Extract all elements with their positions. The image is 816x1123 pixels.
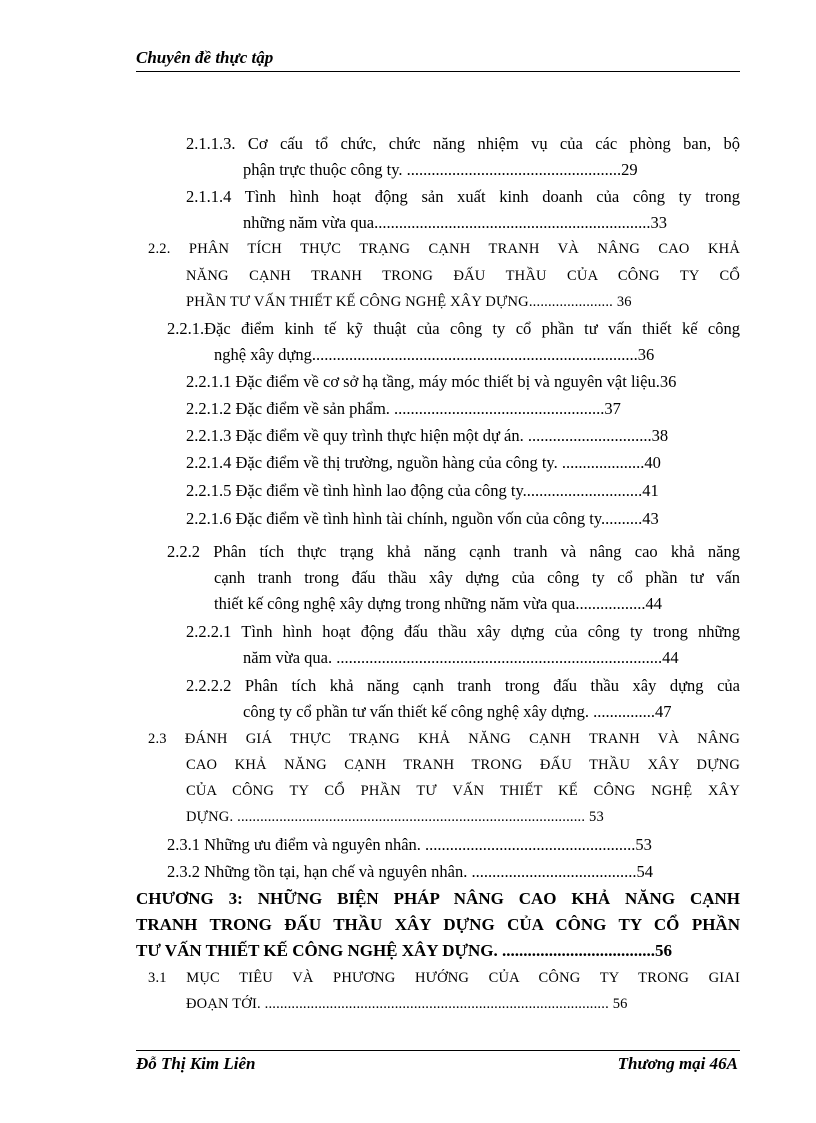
toc-entry-2-2-2-1-line1[interactable]: 2.2.2.1 Tình hình hoạt động đấu thầu xây dựng của công ty trong những — [186, 622, 740, 641]
toc-entry-2-2-line3[interactable]: PHẦN TƯ VẤN THIẾT KẾ CÔNG NGHỆ XÂY DỰNG...................... 36 — [186, 294, 632, 310]
toc-entry-2-2-1-5[interactable]: 2.2.1.5 Đặc điểm về tình hình lao động của công ty.............................41 — [186, 481, 659, 500]
toc-entry-2-2-line2[interactable]: NĂNG CẠNH TRANH TRONG ĐẤU THẦU CỦA CÔNG TY CỔ — [186, 268, 740, 284]
toc-entry-2-2-2-1-line2[interactable]: năm vừa qua. ...............................................................................44 — [243, 648, 679, 667]
toc-chapter-3-line1[interactable]: CHƯƠNG 3: NHỮNG BIỆN PHÁP NÂNG CAO KHẢ NĂNG CẠNH — [136, 889, 740, 908]
toc-entry-2-2-2-2-line1[interactable]: 2.2.2.2 Phân tích khả năng cạnh tranh trong đấu thầu xây dựng của — [186, 676, 740, 695]
header-title: Chuyên đề thực tập — [136, 48, 274, 67]
toc-chapter-3-line3[interactable]: TƯ VẤN THIẾT KẾ CÔNG NGHỆ XÂY DỰNG. ....................................56 — [136, 941, 673, 960]
toc-entry-2-2-1-line1[interactable]: 2.2.1.Đặc điểm kinh tế kỹ thuật của công ty cổ phần tư vấn thiết kế công — [167, 319, 740, 338]
toc-chapter-3-line2[interactable]: TRANH TRONG ĐẤU THẦU XÂY DỰNG CỦA CÔNG TY CỔ PHẦN — [136, 915, 740, 934]
toc-entry-2-2-1-4[interactable]: 2.2.1.4 Đặc điểm về thị trường, nguồn hàng của công ty. ....................40 — [186, 453, 661, 472]
toc-entry-2-2-2-line2[interactable]: cạnh tranh trong đấu thầu xây dựng của công ty cổ phần tư vấn — [214, 568, 740, 587]
toc-entry-2-1-1-3-line2[interactable]: phận trực thuộc công ty. ....................................................29 — [243, 160, 638, 179]
toc-entry-2-3-line2[interactable]: CAO KHẢ NĂNG CẠNH TRANH TRONG ĐẤU THẦU XÂY DỰNG — [186, 757, 740, 773]
toc-entry-2-2-1-2[interactable]: 2.2.1.2 Đặc điểm về sản phẩm. ...................................................37 — [186, 399, 621, 418]
toc-entry-3-1-line2[interactable]: ĐOẠN TỚI. .......................................................................................... 56 — [186, 996, 628, 1012]
toc-entry-2-2-1-3[interactable]: 2.2.1.3 Đặc điểm về quy trình thực hiện một dự án. ..............................38 — [186, 426, 669, 445]
footer-author: Đỗ Thị Kim Liên — [136, 1054, 256, 1073]
toc-entry-2-2-2-line1[interactable]: 2.2.2 Phân tích thực trạng khả năng cạnh tranh và nâng cao khả năng — [167, 542, 740, 561]
toc-entry-2-1-1-4-line2[interactable]: những năm vừa qua...................................................................33 — [243, 213, 667, 232]
toc-entry-2-3-2[interactable]: 2.3.2 Những tồn tại, hạn chế và nguyên nhân. ........................................54 — [167, 862, 654, 881]
toc-entry-2-2-line1[interactable]: 2.2. PHÂN TÍCH THỰC TRẠNG CẠNH TRANH VÀ NÂNG CAO KHẢ — [148, 241, 740, 257]
toc-entry-2-3-1[interactable]: 2.3.1 Những ưu điểm và nguyên nhân. ...................................................53 — [167, 835, 652, 854]
header-rule — [136, 71, 740, 72]
toc-entry-2-1-1-3-line1[interactable]: 2.1.1.3. Cơ cấu tổ chức, chức năng nhiệm vụ của các phòng ban, bộ — [186, 134, 740, 153]
toc-entry-2-1-1-4-line1[interactable]: 2.1.1.4 Tình hình hoạt động sản xuất kinh doanh của công ty trong — [186, 187, 740, 206]
toc-entry-2-2-2-2-line2[interactable]: công ty cổ phần tư vấn thiết kế công nghệ xây dựng. ...............47 — [243, 702, 672, 721]
toc-entry-2-2-1-line2[interactable]: nghệ xây dựng...............................................................................36 — [214, 345, 655, 364]
toc-entry-2-2-1-1[interactable]: 2.2.1.1 Đặc điểm về cơ sở hạ tầng, máy móc thiết bị và nguyên vật liệu.36 — [186, 372, 677, 391]
footer-rule — [136, 1050, 740, 1051]
footer-class: Thương mại 46A — [617, 1054, 738, 1073]
toc-entry-2-3-line1[interactable]: 2.3 ĐÁNH GIÁ THỰC TRẠNG KHẢ NĂNG CẠNH TRANH VÀ NÂNG — [148, 731, 740, 747]
toc-entry-2-2-2-line3[interactable]: thiết kế công nghệ xây dựng trong những năm vừa qua.................44 — [214, 594, 662, 613]
toc-entry-3-1-line1[interactable]: 3.1 MỤC TIÊU VÀ PHƯƠNG HƯỚNG CỦA CÔNG TY TRONG GIAI — [148, 970, 740, 986]
toc-entry-2-3-line4[interactable]: DỰNG. ........................................................................................... 53 — [186, 809, 604, 825]
toc-entry-2-2-1-6[interactable]: 2.2.1.6 Đặc điểm về tình hình tài chính, nguồn vốn của công ty..........43 — [186, 509, 659, 528]
toc-entry-2-3-line3[interactable]: CỦA CÔNG TY CỔ PHẦN TƯ VẤN THIẾT KẾ CÔNG NGHỆ XÂY — [186, 783, 740, 799]
